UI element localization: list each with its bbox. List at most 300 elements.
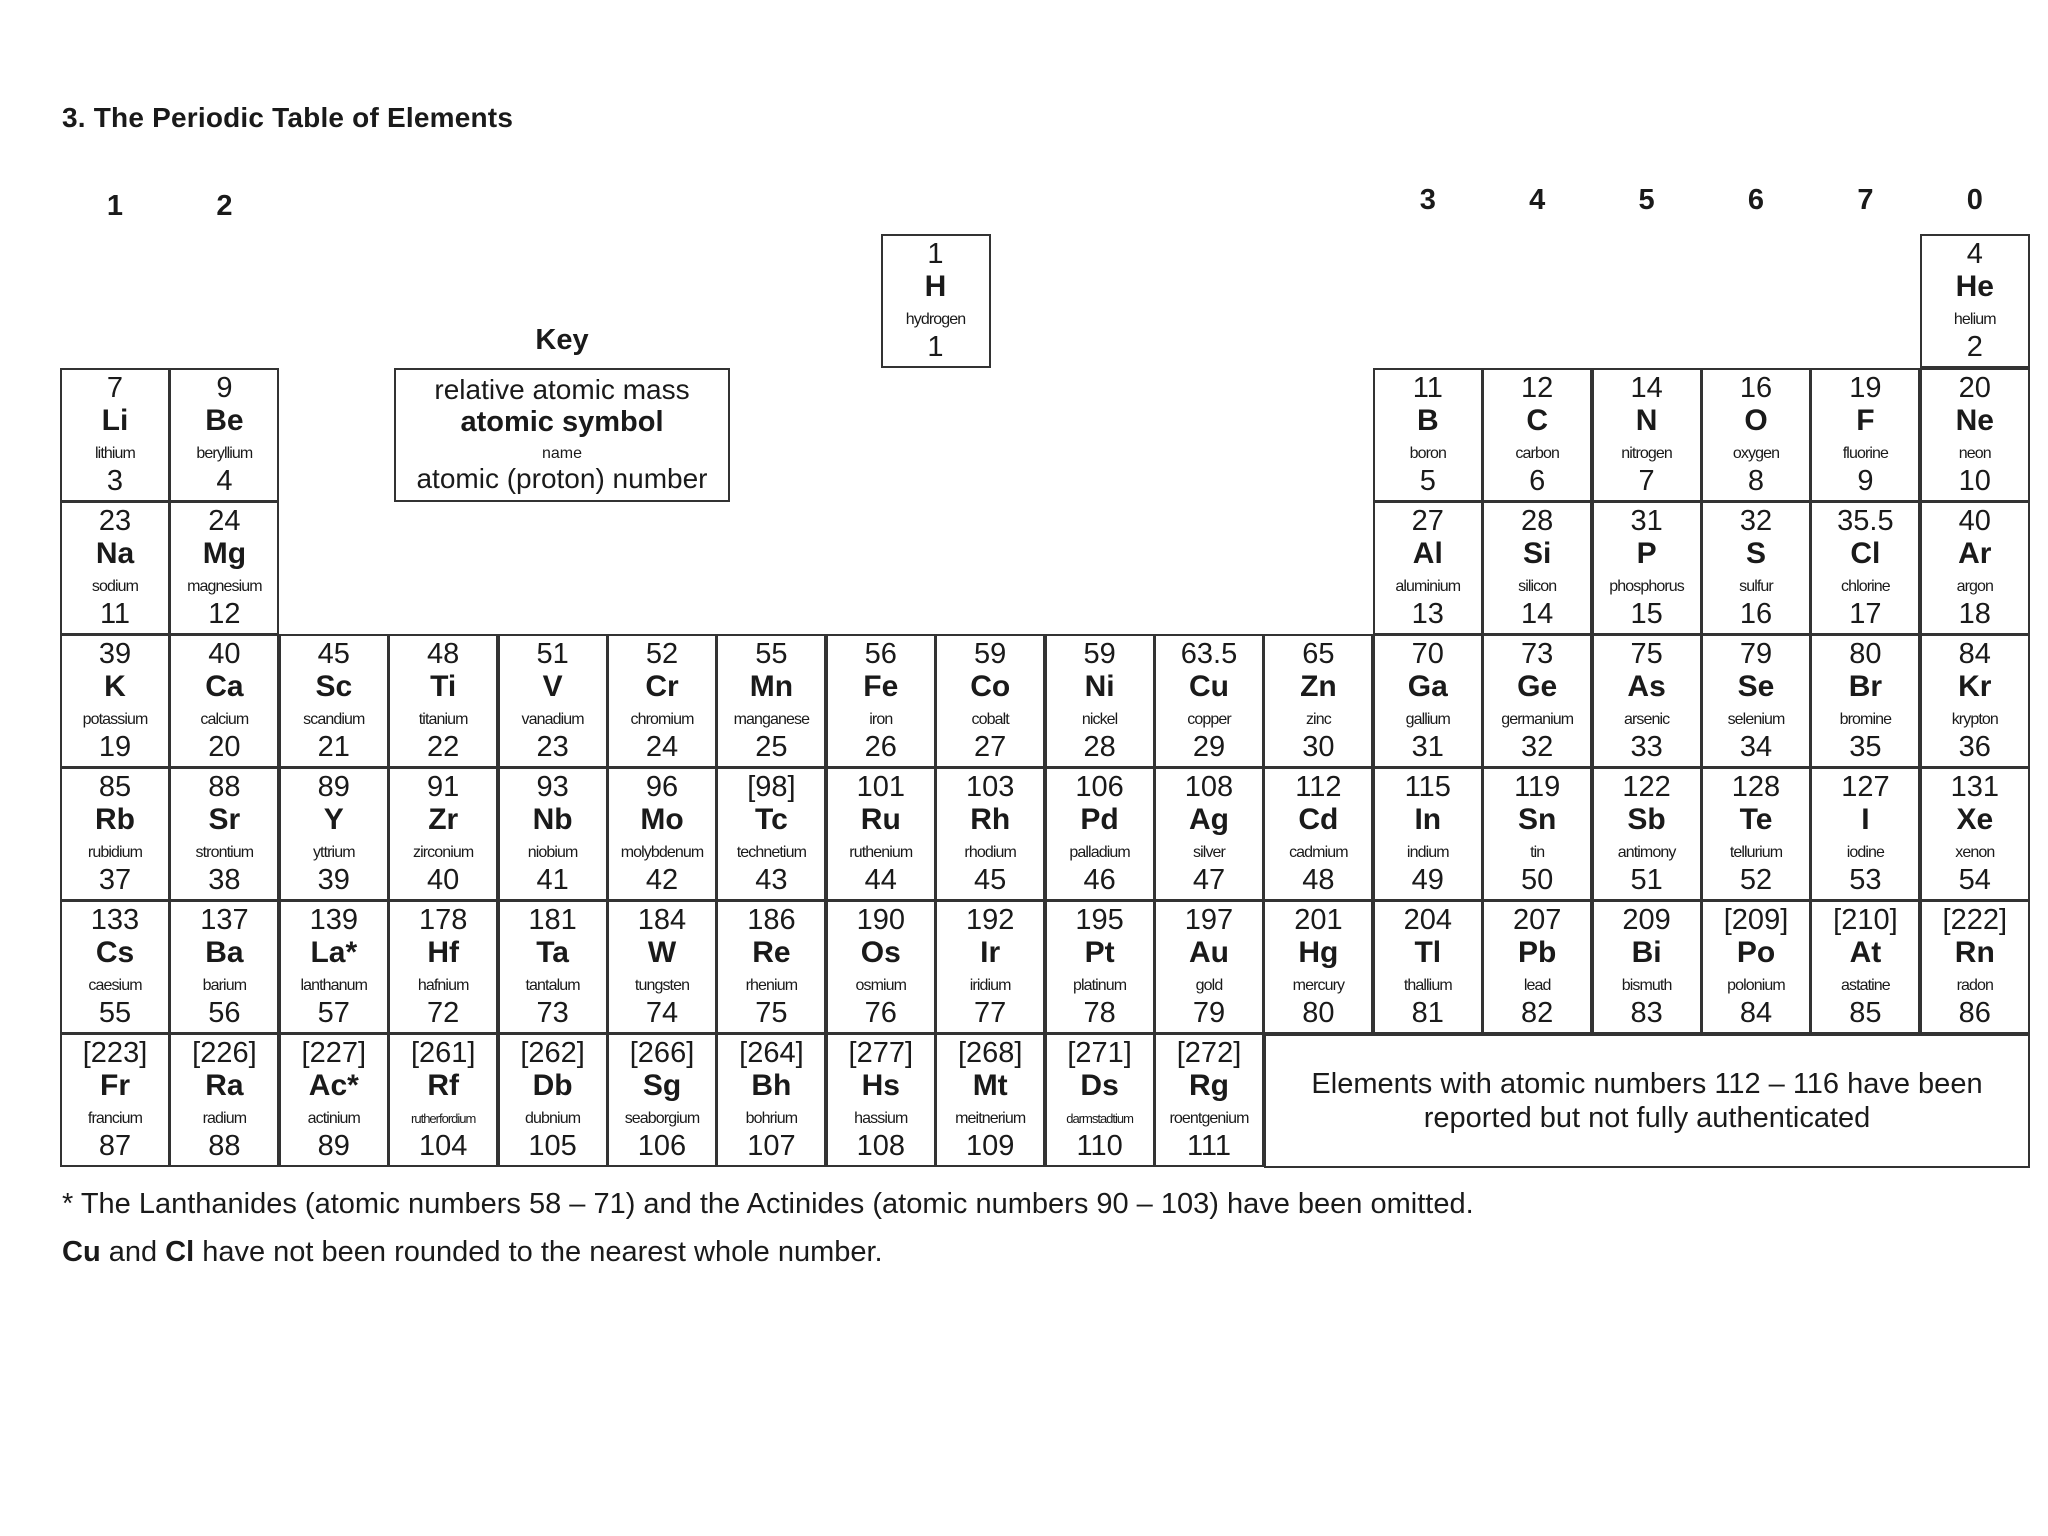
element-name: bromine xyxy=(1839,711,1892,728)
element-number: 30 xyxy=(1302,731,1335,763)
element-mass: 28 xyxy=(1521,505,1554,537)
element-number: 15 xyxy=(1630,598,1663,630)
element-number: 84 xyxy=(1739,997,1773,1029)
element-symbol: Al xyxy=(1412,537,1443,570)
element-symbol: Xe xyxy=(1956,803,1994,836)
element-symbol: Hg xyxy=(1298,936,1339,969)
element-mass: 23 xyxy=(98,505,132,537)
element-symbol: Fr xyxy=(100,1069,130,1102)
element-name: carbon xyxy=(1515,445,1559,462)
element-cell xyxy=(1482,634,1592,768)
element-name: seaborgium xyxy=(624,1110,700,1127)
key-name-label: name xyxy=(541,445,583,462)
element-number: 87 xyxy=(98,1130,132,1162)
element-cell xyxy=(388,1033,498,1167)
element-number: 18 xyxy=(1958,598,1991,630)
element-symbol: C xyxy=(1526,404,1549,437)
element-mass: [222] xyxy=(1942,904,2008,936)
element-cell xyxy=(388,767,498,901)
element-symbol: Sn xyxy=(1518,803,1557,836)
element-cell xyxy=(716,634,826,768)
element-mass: 14 xyxy=(1630,372,1663,404)
element-mass: 186 xyxy=(747,904,796,936)
element-cell xyxy=(1810,501,1920,635)
element-name: darmstadtium xyxy=(1066,1111,1133,1126)
element-number: 53 xyxy=(1849,864,1882,896)
element-cell xyxy=(607,1033,717,1167)
element-name: polonium xyxy=(1727,977,1785,994)
element-symbol: Bi xyxy=(1631,936,1662,969)
element-symbol: Ru xyxy=(860,803,901,836)
element-number: 86 xyxy=(1958,997,1991,1029)
element-name: cobalt xyxy=(971,711,1009,728)
element-name: germanium xyxy=(1501,711,1574,728)
element-number: 80 xyxy=(1302,997,1335,1029)
element-mass: [98] xyxy=(747,771,796,803)
element-symbol: B xyxy=(1416,404,1439,437)
element-number: 3 xyxy=(106,465,124,497)
element-symbol: V xyxy=(542,670,563,703)
element-symbol: Ta xyxy=(536,936,569,969)
element-cell xyxy=(1592,368,1702,502)
element-mass: 197 xyxy=(1184,904,1234,936)
element-name: vanadium xyxy=(521,711,584,728)
element-name: rhodium xyxy=(964,844,1016,861)
element-symbol: Na xyxy=(95,537,135,570)
element-name: yttrium xyxy=(312,844,355,861)
element-symbol: Po xyxy=(1736,936,1776,969)
note-box xyxy=(1264,1034,2030,1168)
element-symbol: Fe xyxy=(863,670,899,703)
element-number: 46 xyxy=(1083,864,1116,896)
element-symbol: Tc xyxy=(754,803,788,836)
element-symbol: Cl xyxy=(1850,537,1881,570)
element-cell xyxy=(1701,368,1811,502)
element-symbol: W xyxy=(647,936,677,969)
element-mass: 79 xyxy=(1739,638,1773,670)
element-symbol: As xyxy=(1627,670,1666,703)
element-name: rutherfordium xyxy=(411,1111,476,1126)
element-name: bohrium xyxy=(745,1110,798,1127)
element-name: rubidium xyxy=(87,844,143,861)
element-mass: [272] xyxy=(1176,1037,1242,1069)
element-cell xyxy=(1592,634,1702,768)
element-cell xyxy=(1701,900,1811,1034)
element-cell xyxy=(935,900,1045,1034)
element-number: 50 xyxy=(1521,864,1554,896)
element-number: 79 xyxy=(1192,997,1226,1029)
element-number: 14 xyxy=(1521,598,1554,630)
element-mass: 88 xyxy=(208,771,241,803)
element-mass: 16 xyxy=(1739,372,1773,404)
element-mass: [271] xyxy=(1067,1037,1132,1069)
element-cell xyxy=(498,900,608,1034)
element-mass: 91 xyxy=(427,771,460,803)
element-mass: [266] xyxy=(629,1037,695,1069)
element-name: nickel xyxy=(1081,711,1118,728)
element-name: roentgenium xyxy=(1169,1110,1249,1127)
element-number: 78 xyxy=(1083,997,1116,1029)
element-number: 1 xyxy=(927,331,944,363)
element-mass: 12 xyxy=(1521,372,1554,404)
element-cell xyxy=(716,767,826,901)
element-mass: 9 xyxy=(216,372,233,404)
element-mass: 7 xyxy=(106,372,124,404)
element-cell xyxy=(60,900,170,1034)
element-mass: 89 xyxy=(317,771,350,803)
element-name: cadmium xyxy=(1289,844,1348,861)
element-symbol: Ds xyxy=(1080,1069,1119,1102)
element-number: 39 xyxy=(317,864,350,896)
element-symbol: Au xyxy=(1189,936,1229,969)
element-mass: 40 xyxy=(1958,505,1991,537)
element-name: astatine xyxy=(1840,977,1890,994)
element-symbol: Ca xyxy=(205,670,244,703)
element-cell xyxy=(935,767,1045,901)
element-cell xyxy=(826,1033,936,1167)
element-symbol: Ag xyxy=(1189,803,1229,836)
footnote-lanthanides: * The Lanthanides (atomic numbers 58 – 71) and the Actinides (atomic numbers 90 – 103) have been omitted. xyxy=(62,1188,1474,1220)
element-number: 105 xyxy=(528,1130,577,1162)
element-name: gold xyxy=(1195,977,1223,994)
element-symbol: Cu xyxy=(1189,670,1229,703)
element-symbol: Ra xyxy=(205,1069,244,1102)
element-symbol: Ni xyxy=(1084,670,1115,703)
element-symbol: Bh xyxy=(751,1069,792,1102)
element-cell xyxy=(1701,767,1811,901)
element-symbol: Sc xyxy=(315,670,353,703)
element-mass: 115 xyxy=(1404,771,1451,803)
element-symbol: Mo xyxy=(640,803,684,836)
element-number: 56 xyxy=(208,997,241,1029)
element-name: manganese xyxy=(733,711,810,728)
element-mass: 122 xyxy=(1622,771,1671,803)
element-symbol: Sb xyxy=(1627,803,1666,836)
element-cell xyxy=(1263,900,1373,1034)
element-mass: 84 xyxy=(1958,638,1991,670)
element-name: technetium xyxy=(736,844,807,861)
element-name: radon xyxy=(1956,977,1994,994)
element-name: phosphorus xyxy=(1609,578,1684,595)
element-symbol: Ti xyxy=(430,670,457,703)
element-number: 25 xyxy=(755,731,788,763)
element-name: sodium xyxy=(91,578,139,595)
element-number: 23 xyxy=(536,731,569,763)
element-cell xyxy=(279,634,389,768)
element-number: 31 xyxy=(1411,731,1444,763)
element-name: magnesium xyxy=(187,578,262,595)
element-cell xyxy=(169,1033,279,1167)
element-number: 44 xyxy=(864,864,897,896)
element-symbol: Se xyxy=(1737,670,1775,703)
element-number: 4 xyxy=(216,465,233,497)
element-mass: 178 xyxy=(418,904,468,936)
element-symbol: Ge xyxy=(1517,670,1558,703)
element-mass: 4 xyxy=(1966,238,1983,270)
element-number: 51 xyxy=(1630,864,1663,896)
element-cell xyxy=(169,634,279,768)
element-number: 10 xyxy=(1958,465,1991,497)
element-cell xyxy=(1373,501,1483,635)
element-cell xyxy=(826,767,936,901)
element-mass: 96 xyxy=(645,771,679,803)
element-cell xyxy=(1592,501,1702,635)
element-name: xenon xyxy=(1955,844,1995,861)
element-symbol: Sr xyxy=(208,803,241,836)
element-cell xyxy=(169,767,279,901)
element-name: boron xyxy=(1409,445,1447,462)
element-cell xyxy=(935,634,1045,768)
element-symbol: Si xyxy=(1523,537,1552,570)
element-mass: [264] xyxy=(739,1037,804,1069)
element-name: nitrogen xyxy=(1621,445,1672,462)
element-name: oxygen xyxy=(1732,445,1780,462)
element-number: 42 xyxy=(645,864,679,896)
element-symbol: Hs xyxy=(861,1069,900,1102)
element-mass: 209 xyxy=(1622,904,1671,936)
element-number: 8 xyxy=(1747,465,1765,497)
element-number: 9 xyxy=(1857,465,1874,497)
element-cell xyxy=(169,900,279,1034)
element-name: dubnium xyxy=(525,1110,581,1127)
element-symbol: Ga xyxy=(1407,670,1448,703)
element-mass: 184 xyxy=(637,904,687,936)
element-name: titanium xyxy=(418,711,468,728)
element-cell xyxy=(1154,900,1264,1034)
element-number: 85 xyxy=(1849,997,1882,1029)
element-name: silicon xyxy=(1518,578,1557,595)
element-cell xyxy=(1810,767,1920,901)
element-mass: 73 xyxy=(1521,638,1554,670)
element-name: francium xyxy=(87,1110,143,1127)
element-number: 54 xyxy=(1958,864,1991,896)
element-mass: 45 xyxy=(317,638,350,670)
element-name: aluminium xyxy=(1395,578,1461,595)
element-number: 17 xyxy=(1849,598,1882,630)
element-cell xyxy=(1482,501,1592,635)
element-symbol: O xyxy=(1744,404,1768,437)
element-name: neon xyxy=(1958,445,1991,462)
element-cell xyxy=(1045,900,1155,1034)
element-number: 36 xyxy=(1958,731,1991,763)
element-mass: 93 xyxy=(536,771,569,803)
element-name: barium xyxy=(202,977,247,994)
element-number: 38 xyxy=(208,864,241,896)
element-mass: 31 xyxy=(1630,505,1663,537)
element-name: helium xyxy=(1953,311,1996,328)
element-number: 26 xyxy=(864,731,897,763)
element-symbol: Zn xyxy=(1300,670,1337,703)
element-mass: 85 xyxy=(98,771,132,803)
element-cell xyxy=(1920,634,2030,768)
element-mass: 112 xyxy=(1295,771,1342,803)
element-symbol: Rn xyxy=(1954,936,1995,969)
element-mass: 35.5 xyxy=(1837,505,1894,537)
element-name: calcium xyxy=(200,711,249,728)
element-cell xyxy=(60,634,170,768)
element-symbol: Te xyxy=(1739,803,1773,836)
element-cell xyxy=(935,1033,1045,1167)
element-number: 24 xyxy=(645,731,679,763)
element-symbol: Mn xyxy=(749,670,794,703)
group-header: 0 xyxy=(1966,184,1983,216)
group-header: 4 xyxy=(1529,184,1546,216)
element-symbol: Cs xyxy=(95,936,135,969)
element-cell xyxy=(1263,767,1373,901)
element-symbol: Db xyxy=(532,1069,573,1102)
element-name: osmium xyxy=(855,977,907,994)
element-cell xyxy=(169,368,279,502)
element-mass: 192 xyxy=(965,904,1015,936)
element-mass: 59 xyxy=(1083,638,1116,670)
group-header: 2 xyxy=(216,190,233,222)
element-mass: 131 xyxy=(1950,771,1999,803)
element-cell xyxy=(1373,900,1483,1034)
element-cell xyxy=(1701,501,1811,635)
element-number: 76 xyxy=(864,997,897,1029)
element-symbol: H xyxy=(924,270,947,303)
element-mass: 63.5 xyxy=(1180,638,1238,670)
element-cell xyxy=(1810,634,1920,768)
element-cell xyxy=(388,634,498,768)
element-cell xyxy=(1592,767,1702,901)
element-name: lanthanum xyxy=(300,977,368,994)
element-name: indium xyxy=(1406,844,1449,861)
group-header: 6 xyxy=(1747,184,1765,216)
element-name: fluorine xyxy=(1842,445,1889,462)
element-name: sulfur xyxy=(1739,578,1773,595)
element-mass: 201 xyxy=(1294,904,1343,936)
element-symbol: Rh xyxy=(970,803,1011,836)
element-mass: 70 xyxy=(1411,638,1444,670)
element-mass: 127 xyxy=(1841,771,1890,803)
element-name: hafnium xyxy=(417,977,469,994)
page-title: 3. The Periodic Table of Elements xyxy=(62,102,514,133)
element-name: ruthenium xyxy=(849,844,913,861)
element-symbol: Mt xyxy=(972,1069,1008,1102)
element-number: 111 xyxy=(1186,1130,1232,1162)
element-symbol: La* xyxy=(310,936,358,969)
element-cell xyxy=(498,767,608,901)
element-number: 21 xyxy=(317,731,350,763)
footnote-rounding xyxy=(62,1236,883,1269)
element-number: 72 xyxy=(427,997,460,1029)
element-number: 106 xyxy=(637,1130,687,1162)
element-name: iron xyxy=(869,711,893,728)
element-symbol: N xyxy=(1635,404,1658,437)
element-name: hassium xyxy=(854,1110,908,1127)
element-mass: [227] xyxy=(301,1037,367,1069)
element-number: 55 xyxy=(98,997,132,1029)
element-cell xyxy=(60,501,170,635)
note-text: Elements with atomic numbers 112 – 116 have been reported but not fully authenticated xyxy=(1311,1068,1983,1134)
element-number: 110 xyxy=(1076,1130,1123,1162)
element-mass: 137 xyxy=(200,904,249,936)
element-number: 37 xyxy=(98,864,132,896)
element-cell xyxy=(279,900,389,1034)
element-mass: 80 xyxy=(1849,638,1882,670)
key-number-label: atomic (proton) number xyxy=(416,463,708,494)
element-name: tellurium xyxy=(1729,844,1783,861)
element-name: chromium xyxy=(630,711,694,728)
element-name: iodine xyxy=(1846,844,1885,861)
element-mass: 128 xyxy=(1731,771,1781,803)
element-number: 43 xyxy=(755,864,788,896)
element-cell xyxy=(1920,501,2030,635)
element-number: 35 xyxy=(1849,731,1882,763)
element-symbol: K xyxy=(104,670,126,703)
element-number: 40 xyxy=(427,864,460,896)
element-cell xyxy=(607,900,717,1034)
element-name: argon xyxy=(1956,578,1994,595)
element-name: lead xyxy=(1523,977,1551,994)
element-cell xyxy=(716,900,826,1034)
element-mass: 75 xyxy=(1630,638,1663,670)
element-name: lithium xyxy=(95,445,135,462)
footnote-cu: Cu xyxy=(62,1236,101,1268)
element-number: 29 xyxy=(1192,731,1226,763)
element-number: 41 xyxy=(536,864,569,896)
element-name: bismuth xyxy=(1621,977,1672,994)
element-number: 22 xyxy=(427,731,460,763)
element-symbol: Be xyxy=(205,404,244,437)
footnote-cl: Cl xyxy=(165,1236,195,1268)
element-number: 107 xyxy=(747,1130,796,1162)
group-header: 1 xyxy=(106,190,124,222)
element-name: antimony xyxy=(1617,844,1676,861)
element-mass: 190 xyxy=(856,904,905,936)
element-symbol: Mg xyxy=(202,537,247,570)
element-symbol: Kr xyxy=(1958,670,1992,703)
element-number: 104 xyxy=(418,1130,468,1162)
element-mass: [209] xyxy=(1723,904,1789,936)
element-symbol: Re xyxy=(752,936,791,969)
element-symbol: Li xyxy=(101,404,129,437)
element-cell xyxy=(1810,368,1920,502)
element-cell xyxy=(1373,767,1483,901)
element-number: 52 xyxy=(1739,864,1773,896)
group-header: 5 xyxy=(1638,184,1655,216)
element-number: 5 xyxy=(1419,465,1436,497)
element-symbol: S xyxy=(1745,537,1766,570)
element-cell xyxy=(1810,900,1920,1034)
element-symbol: Cr xyxy=(645,670,679,703)
element-symbol: Ne xyxy=(1955,404,1994,437)
element-name: caesium xyxy=(88,977,142,994)
element-cell xyxy=(716,1033,826,1167)
element-number: 81 xyxy=(1411,997,1444,1029)
element-cell xyxy=(881,234,991,368)
element-number: 19 xyxy=(98,731,132,763)
element-number: 2 xyxy=(1966,331,1983,363)
element-symbol: Ba xyxy=(205,936,244,969)
element-symbol: Y xyxy=(323,803,344,836)
element-cell xyxy=(607,767,717,901)
element-name: gallium xyxy=(1405,711,1450,728)
element-cell xyxy=(826,900,936,1034)
element-number: 75 xyxy=(755,997,788,1029)
element-name: selenium xyxy=(1727,711,1785,728)
element-symbol: Cd xyxy=(1298,803,1339,836)
element-name: copper xyxy=(1187,711,1231,728)
element-symbol: I xyxy=(1861,803,1870,836)
element-mass: 119 xyxy=(1514,771,1561,803)
element-name: radium xyxy=(202,1110,247,1127)
element-cell xyxy=(607,634,717,768)
element-number: 12 xyxy=(208,598,241,630)
element-number: 82 xyxy=(1521,997,1554,1029)
group-header: 7 xyxy=(1857,184,1874,216)
